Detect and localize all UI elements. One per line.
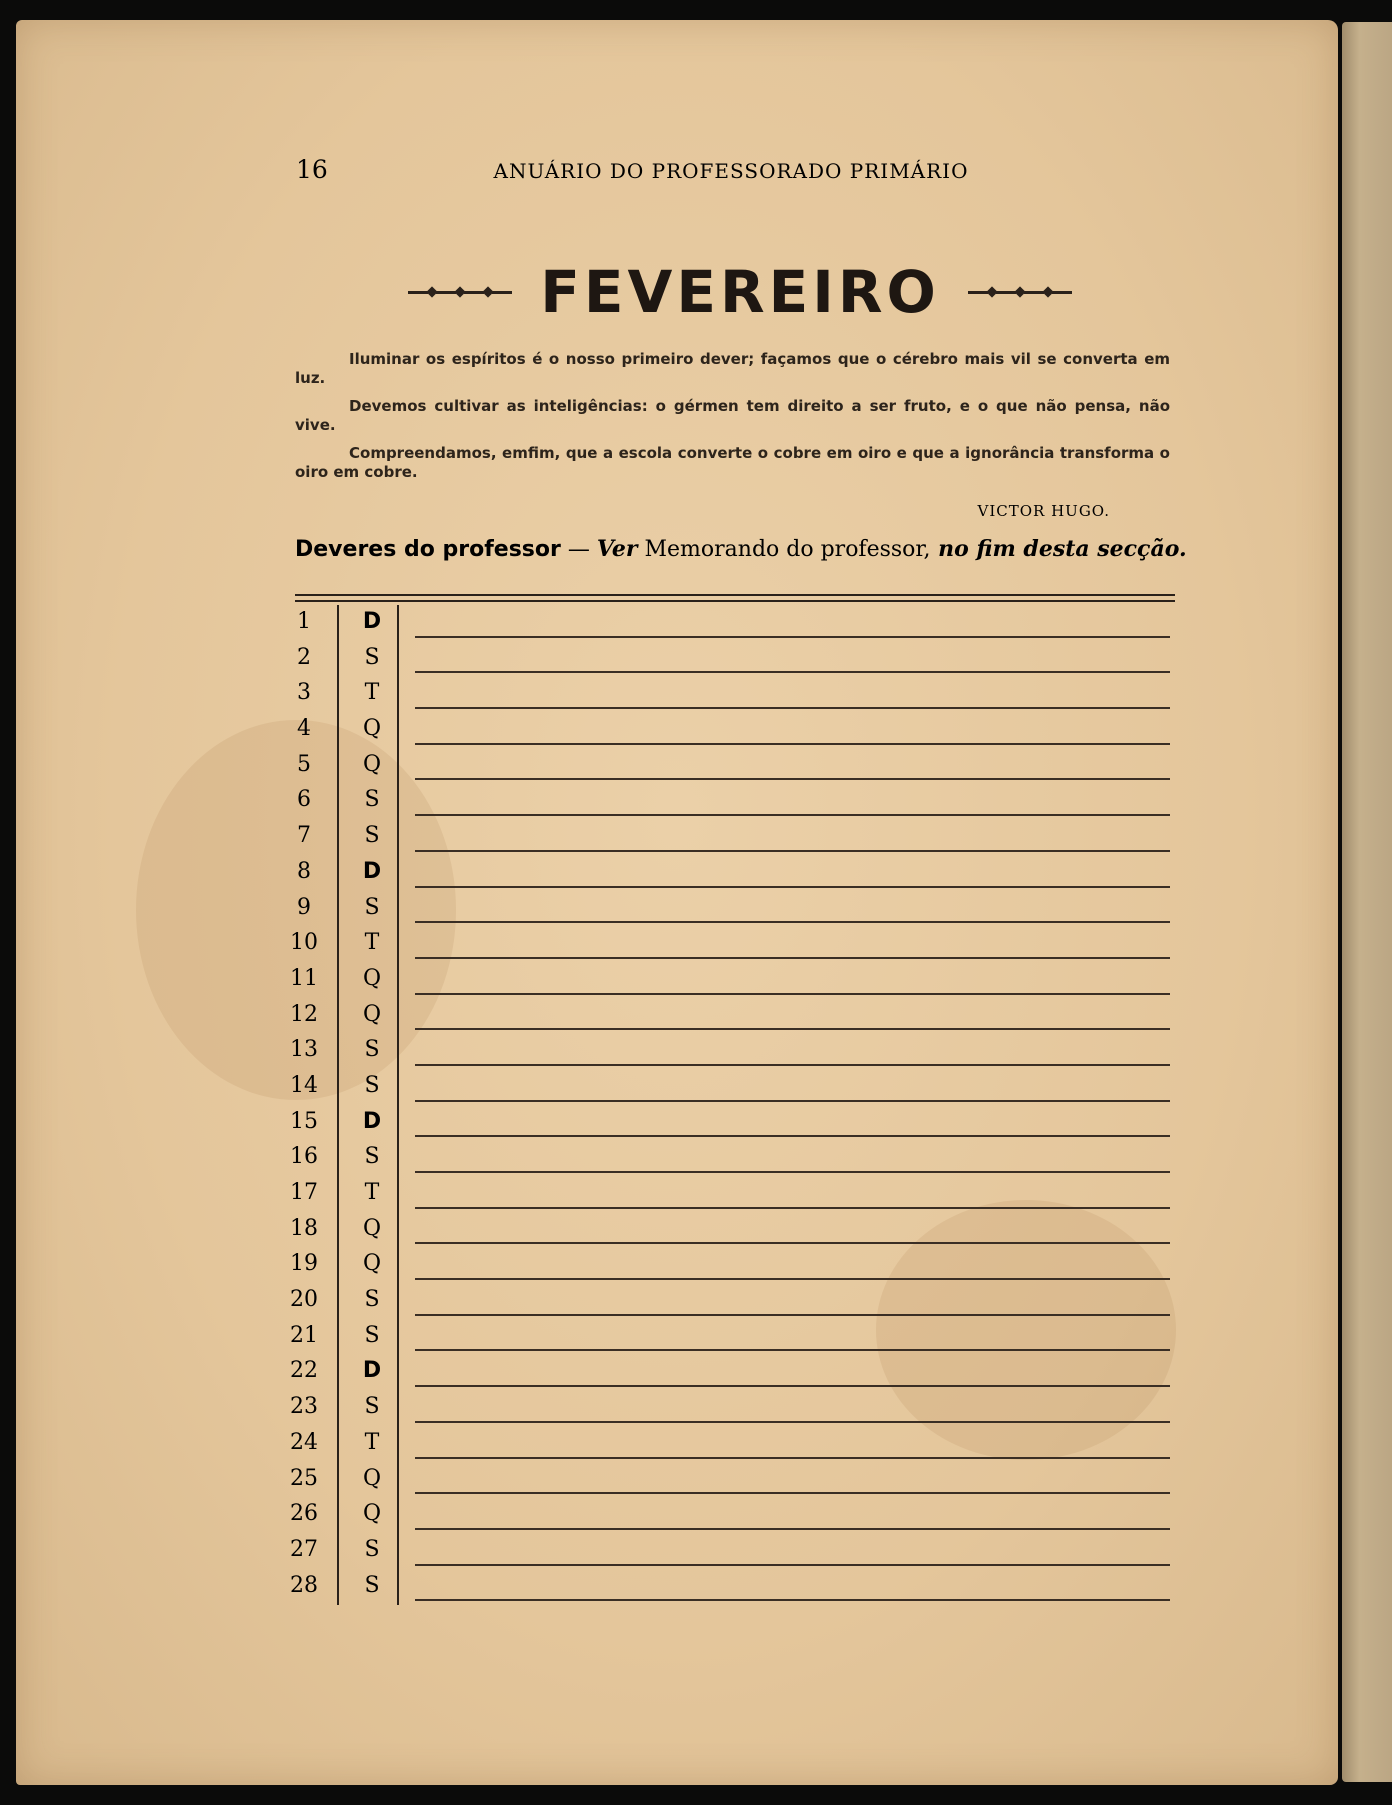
epigraph [295,350,1170,491]
weekday-letter: T [364,930,380,956]
day-number: 26 [290,1501,318,1527]
day-number: 6 [297,787,311,813]
day-number: 16 [290,1144,318,1170]
day-row [275,1105,1180,1141]
weekday-letter: S [364,1287,380,1313]
day-row [275,1140,1180,1176]
day-number: 4 [297,716,311,742]
entry-line [415,886,1170,888]
month-heading [380,252,1100,332]
weekday-letter: Q [362,1501,382,1527]
day-row [275,1354,1180,1390]
day-row [275,605,1180,641]
weekday-letter: S [364,1072,380,1098]
day-number: 18 [290,1215,318,1241]
weekday-letter: T [364,1180,380,1205]
duties-ver: Ver [596,536,638,562]
day-number: 3 [297,680,311,706]
day-row [275,891,1180,927]
weekday-letter: D [362,1358,382,1384]
day-row [275,1533,1180,1569]
day-number: 2 [297,644,311,670]
entry-line [415,1278,1170,1280]
day-number: 9 [297,894,311,920]
weekday-letter: S [364,1394,380,1420]
day-row [275,998,1180,1034]
running-title: ANUÁRIO DO PROFESSORADO PRIMÁRIO [493,159,969,183]
duties-memo: Memorando do professor, [637,537,931,562]
weekday-letter: S [364,823,380,849]
right-ornament [968,288,1072,296]
entry-line [415,1242,1170,1244]
day-number: 28 [290,1572,318,1598]
weekday-letter: T [364,680,380,706]
entry-line [415,707,1170,709]
weekday-letter: S [364,644,380,670]
weekday-letter: Q [362,965,382,991]
weekday-letter: S [364,1144,380,1170]
entry-line [415,1385,1170,1387]
day-number: 12 [290,1001,318,1027]
day-row [275,748,1180,784]
day-row [275,712,1180,748]
entry-line [415,636,1170,638]
weekday-letter: Q [362,1001,382,1027]
day-row [275,855,1180,891]
duties-note [295,536,1187,562]
entry-line [415,1207,1170,1209]
entry-line [415,778,1170,780]
day-number: 8 [297,858,311,884]
day-row [275,1033,1180,1069]
entry-line [415,671,1170,673]
entry-line [415,1100,1170,1102]
weekday-letter: D [362,609,382,634]
day-number: 5 [297,751,311,777]
day-row [275,1319,1180,1355]
weekday-letter: S [364,1037,380,1063]
weekday-letter: D [362,858,382,884]
duties-tail: no fim desta secção. [930,536,1187,562]
day-number: 23 [290,1394,318,1420]
day-row [275,1212,1180,1248]
day-number: 22 [290,1358,318,1384]
entry-line [415,1314,1170,1316]
entry-line [415,814,1170,816]
day-row [275,1176,1180,1212]
entry-line [415,743,1170,745]
day-number: 25 [290,1465,318,1491]
day-row [275,926,1180,962]
entry-line [415,850,1170,852]
entry-line [415,921,1170,923]
day-row [275,1462,1180,1498]
weekday-letter: S [364,1572,380,1598]
day-row [275,1390,1180,1426]
day-number: 27 [290,1536,318,1562]
entry-line [415,1564,1170,1566]
entry-line [415,1599,1170,1601]
entry-line [415,1064,1170,1066]
entry-line [415,1171,1170,1173]
weekday-letter: Q [362,1215,382,1241]
weekday-letter: Q [362,751,382,777]
duties-lead: Deveres do professor [295,537,561,562]
day-row [275,1569,1180,1605]
day-row [275,1283,1180,1319]
entry-line [415,1028,1170,1030]
weekday-letter: S [364,1536,380,1562]
epigraph-author: VICTOR HUGO. [977,502,1110,520]
entry-line [415,957,1170,959]
entry-line [415,1421,1170,1423]
day-row [275,1497,1180,1533]
day-row [275,676,1180,712]
month-title: FEVEREIRO [540,258,940,326]
weekday-letter: S [364,787,380,813]
day-number: 19 [290,1251,318,1277]
day-number: 13 [290,1037,318,1063]
day-number: 14 [290,1072,318,1098]
epigraph-paragraph: Devemos cultivar as inteligências: o gérmen tem direito a ser fruto, e o que não pensa, não vive. [295,397,1170,434]
entry-line [415,1135,1170,1137]
entry-line [415,1349,1170,1351]
day-row [275,962,1180,998]
entry-line [415,1492,1170,1494]
day-row [275,1247,1180,1283]
entry-line [415,993,1170,995]
day-number: 7 [297,823,311,849]
top-rule-second [295,600,1175,602]
entry-line [415,1528,1170,1530]
weekday-letter: S [364,894,380,920]
day-number: 20 [290,1287,318,1313]
epigraph-paragraph: Iluminar os espíritos é o nosso primeiro dever; façamos que o cérebro mais vil se converta em luz. [295,350,1170,387]
weekday-letter: Q [362,716,382,742]
day-number: 11 [290,965,318,991]
day-row [275,641,1180,677]
facing-page-edge [1342,22,1392,1782]
day-number: 10 [290,930,318,956]
weekday-letter: S [364,1322,380,1348]
weekday-letter: T [364,1429,380,1455]
days-table [275,605,1180,1604]
day-number: 1 [297,609,311,634]
duties-dash: — [560,537,597,562]
weekday-letter: Q [362,1251,382,1277]
day-number: 24 [290,1429,318,1455]
entry-line [415,1457,1170,1459]
weekday-letter: Q [362,1465,382,1491]
epigraph-paragraph: Compreendamos, emfim, que a escola converte o cobre em oiro e que a ignorância transforma o oiro em cobre. [295,444,1170,481]
left-ornament [408,288,512,296]
top-rule [295,594,1175,596]
day-number: 21 [290,1322,318,1348]
day-row [275,819,1180,855]
day-row [275,1426,1180,1462]
running-head [296,155,1166,191]
page-number: 16 [296,155,328,184]
day-number: 15 [290,1108,318,1134]
weekday-letter: D [362,1108,382,1134]
day-number: 17 [290,1180,318,1205]
day-row [275,1069,1180,1105]
day-row [275,783,1180,819]
